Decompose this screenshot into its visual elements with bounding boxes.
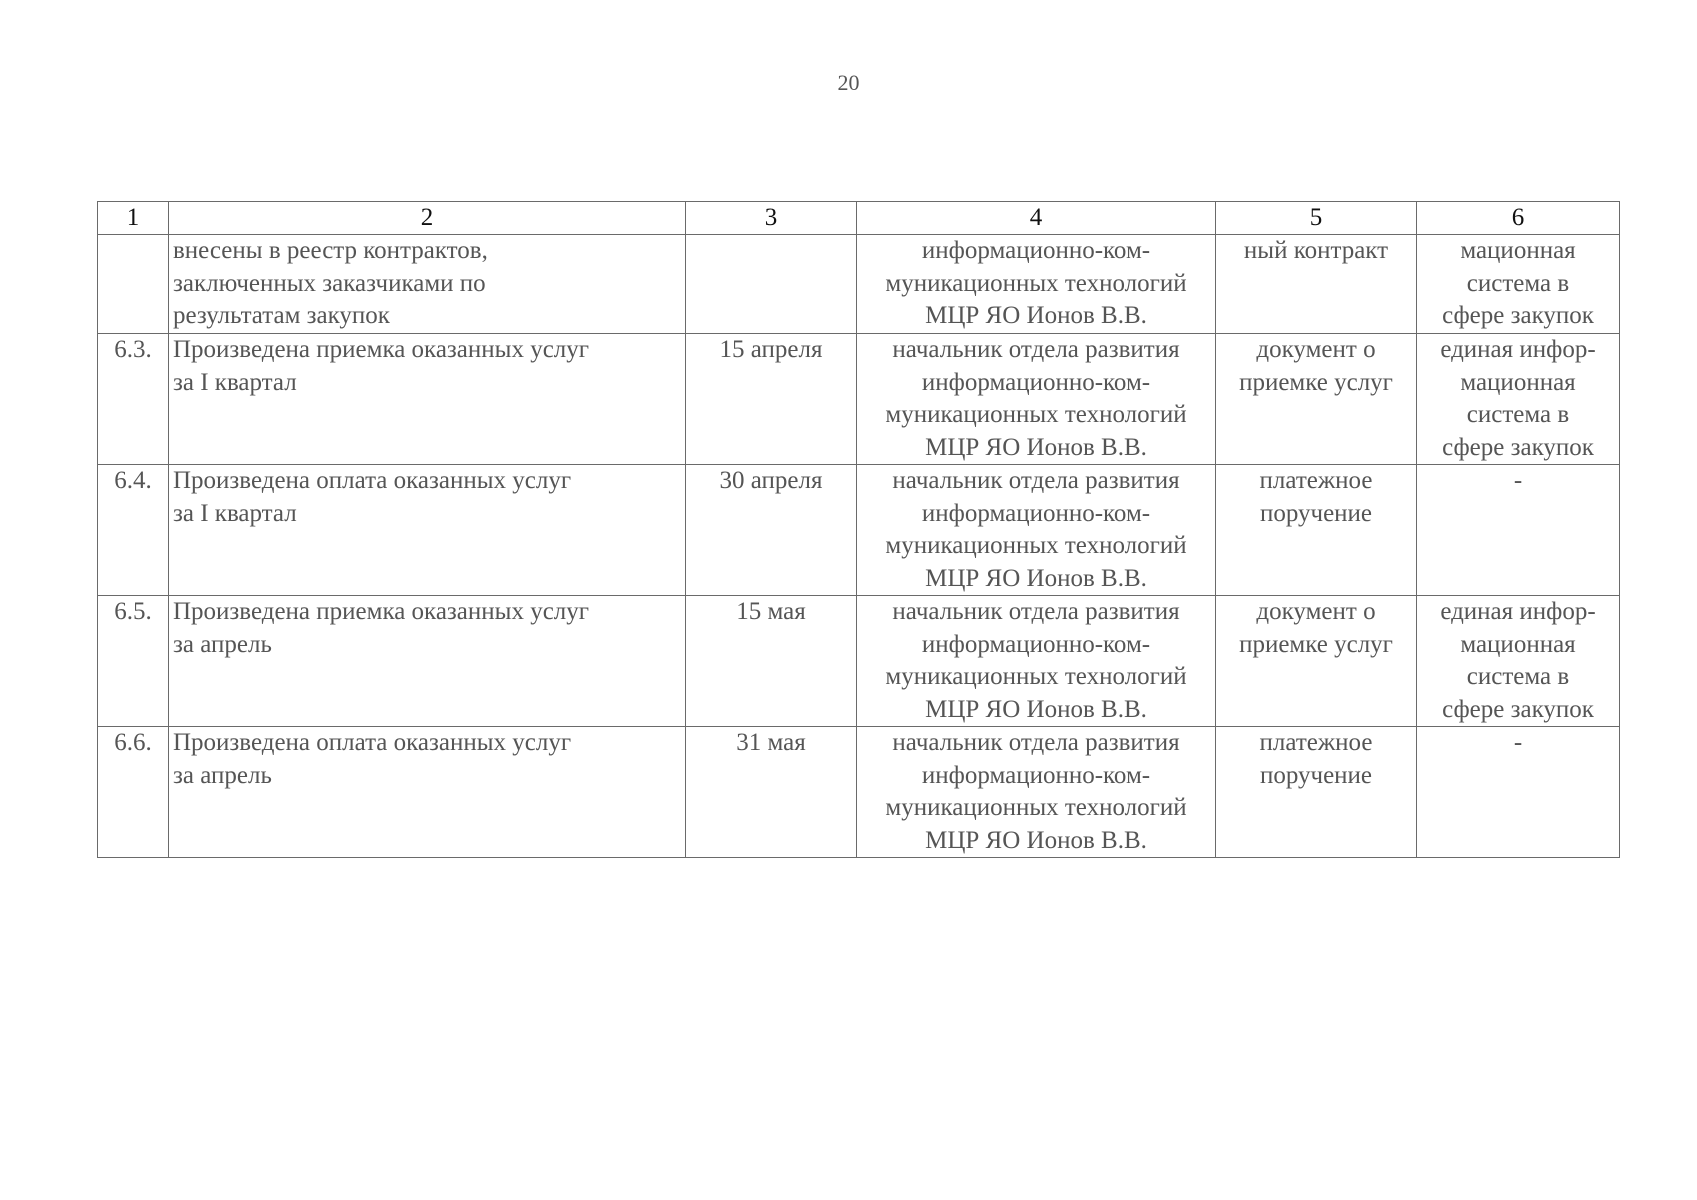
cell-text-line: информационно-ком- xyxy=(921,368,1151,396)
cell-text-line: мационная xyxy=(1460,630,1576,658)
table-row xyxy=(98,596,1620,727)
cell-text-line: 15 апреля xyxy=(719,336,823,363)
cell-location xyxy=(1417,727,1620,858)
cell-location xyxy=(1417,465,1620,596)
cell-text-line: приемке услуг xyxy=(1239,368,1393,396)
cell-document xyxy=(1216,235,1417,334)
page-number: 20 xyxy=(837,70,860,95)
cell-text-line: единая инфор- xyxy=(1440,598,1596,625)
cell-text-line: начальник отдела развития xyxy=(892,729,1180,756)
cell-text-line: мационная xyxy=(1460,368,1576,396)
cell-text-line: муникационных технологий xyxy=(885,269,1187,297)
cell-text-line: документ о xyxy=(1256,598,1376,625)
table-row xyxy=(98,727,1620,858)
cell-responsible xyxy=(857,465,1216,596)
cell-text-line: платежное xyxy=(1259,729,1373,756)
cell-text-line: - xyxy=(1513,729,1523,756)
cell-text-line: сфере закупок xyxy=(1442,302,1594,329)
cell-text-line: поручение xyxy=(1259,499,1373,527)
cell-location xyxy=(1417,334,1620,465)
cell-item-number: 6.5. xyxy=(98,596,169,727)
cell-responsible xyxy=(857,235,1216,334)
cell-text-line: информационно-ком- xyxy=(921,237,1151,264)
column-number: 4 xyxy=(857,202,1216,235)
table-row xyxy=(98,334,1620,465)
cell-responsible xyxy=(857,596,1216,727)
cell-text-line: приемке услуг xyxy=(1239,630,1393,658)
cell-location xyxy=(1417,596,1620,727)
cell-text-line: заключенных заказчиками по xyxy=(173,269,486,297)
column-number: 1 xyxy=(98,202,169,235)
cell-text-line: начальник отдела развития xyxy=(892,467,1180,494)
cell-text-line: муникационных технологий xyxy=(885,794,1187,821)
cell-description xyxy=(169,727,686,858)
cell-text-line: 15 мая xyxy=(736,598,806,625)
cell-text-line: МЦР ЯО Ионов В.В. xyxy=(925,564,1147,592)
cell-deadline xyxy=(686,334,857,465)
cell-item-number: 6.3. xyxy=(98,334,169,465)
column-number: 2 xyxy=(169,202,686,235)
cell-deadline xyxy=(686,235,857,334)
cell-text-line: система в xyxy=(1466,401,1570,428)
cell-item-number: 6.4. xyxy=(98,465,169,596)
cell-text-line: система в xyxy=(1466,269,1570,297)
column-number: 6 xyxy=(1417,202,1620,235)
cell-text-line: ный контракт xyxy=(1243,237,1389,264)
cell-document xyxy=(1216,727,1417,858)
cell-text-line: МЦР ЯО Ионов В.В. xyxy=(925,695,1147,723)
cell-text-line: результатам закупок xyxy=(173,302,390,329)
cell-text-line: МЦР ЯО Ионов В.В. xyxy=(925,302,1147,329)
plan-table xyxy=(97,201,1620,858)
cell-text-line: мационная xyxy=(1460,237,1576,264)
table-row xyxy=(98,465,1620,596)
cell-text-line: Произведена приемка оказанных услуг xyxy=(173,336,590,363)
cell-location xyxy=(1417,235,1620,334)
cell-text-line: информационно-ком- xyxy=(921,499,1151,527)
cell-text-line: начальник отдела развития xyxy=(892,336,1180,363)
cell-document xyxy=(1216,334,1417,465)
cell-text-line: сфере закупок xyxy=(1442,695,1594,723)
cell-deadline xyxy=(686,596,857,727)
cell-description xyxy=(169,334,686,465)
column-number: 3 xyxy=(686,202,857,235)
cell-text-line: документ о xyxy=(1256,336,1376,363)
cell-text-line: начальник отдела развития xyxy=(892,598,1180,625)
cell-text-line: МЦР ЯО Ионов В.В. xyxy=(925,826,1147,854)
cell-description xyxy=(169,465,686,596)
cell-text-line: МЦР ЯО Ионов В.В. xyxy=(925,433,1147,461)
cell-text-line: Произведена оплата оказанных услуг xyxy=(173,729,572,756)
cell-text-line: за I квартал xyxy=(173,499,297,527)
cell-responsible xyxy=(857,727,1216,858)
cell-text-line: единая инфор- xyxy=(1440,336,1596,363)
cell-text-line: муникационных технологий xyxy=(885,401,1187,428)
cell-text-line: поручение xyxy=(1259,761,1373,789)
table-body xyxy=(98,202,1620,858)
cell-text-line: Произведена оплата оказанных услуг xyxy=(173,467,572,494)
cell-deadline xyxy=(686,727,857,858)
cell-text-line: - xyxy=(1513,467,1523,494)
cell-deadline xyxy=(686,465,857,596)
table-row xyxy=(98,235,1620,334)
cell-text-line: муникационных технологий xyxy=(885,663,1187,690)
cell-text-line: 31 мая xyxy=(736,729,806,756)
cell-text-line: информационно-ком- xyxy=(921,761,1151,789)
cell-text-line: сфере закупок xyxy=(1442,433,1594,461)
cell-description xyxy=(169,596,686,727)
cell-text-line: муникационных технологий xyxy=(885,532,1187,559)
cell-description xyxy=(169,235,686,334)
column-number: 5 xyxy=(1216,202,1417,235)
cell-text-line: платежное xyxy=(1259,467,1373,494)
cell-text-line: за апрель xyxy=(173,761,272,789)
cell-text-line: за I квартал xyxy=(173,368,297,396)
table-header-row xyxy=(98,202,1620,235)
cell-text-line: за апрель xyxy=(173,630,272,658)
cell-text-line: система в xyxy=(1466,663,1570,690)
cell-document xyxy=(1216,465,1417,596)
cell-text-line: Произведена приемка оказанных услуг xyxy=(173,598,590,625)
cell-item-number xyxy=(98,235,169,334)
cell-item-number: 6.6. xyxy=(98,727,169,858)
cell-text-line: внесены в реестр контрактов, xyxy=(173,237,488,264)
cell-text-line: информационно-ком- xyxy=(921,630,1151,658)
cell-document xyxy=(1216,596,1417,727)
cell-responsible xyxy=(857,334,1216,465)
cell-text-line: 30 апреля xyxy=(719,467,823,494)
